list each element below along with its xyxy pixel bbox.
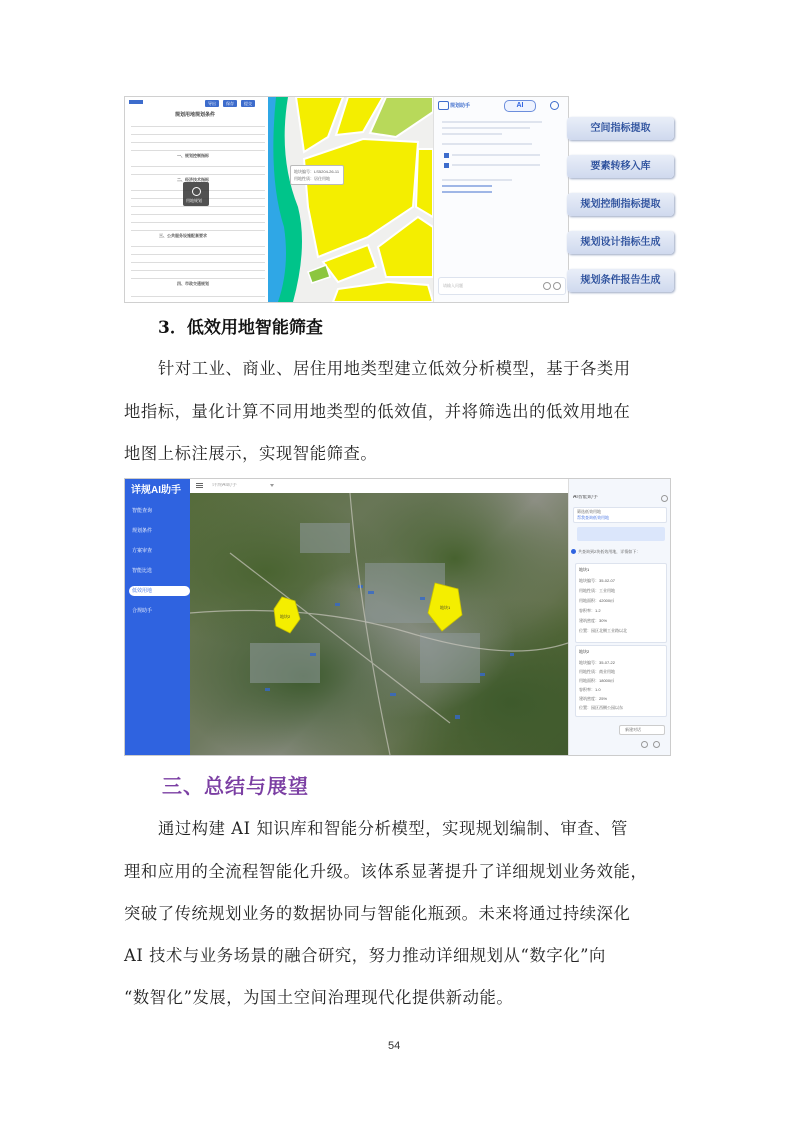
parcel-card-1[interactable] [575,563,667,643]
reply-intro: 共查询到2块低效用地，详情如下： [578,549,641,554]
parcel-name: 地块2 [579,649,590,654]
parcel-name: 地块1 [579,567,590,572]
user-message [573,507,667,523]
form-title: 规划用地规划条件 [175,112,216,118]
parcel-field: 建筑密度：30% [579,618,608,623]
assistant-title: 规划助手 [450,103,471,109]
feature-buttons [567,112,675,302]
parcel-field: 用地性质：工业用地 [579,588,615,593]
parcel-field: 容积率：1.2 [579,608,601,613]
user-bubble [577,527,665,541]
feature-transfer-button[interactable]: 要素转移入库 [567,155,674,178]
message-line [442,127,530,129]
map-label-parcel-1[interactable]: 地块1 [440,605,451,610]
paragraph-line: 通过构建 AI 知识库和智能分析模型，实现规划编制、审查、管 [158,819,628,838]
nav-item[interactable]: 方案审查 [132,548,153,554]
condition-report-generate-button[interactable]: 规划条件报告生成 [567,269,674,292]
nav-item[interactable]: 合规助手 [132,608,153,614]
menu-icon[interactable] [196,483,203,484]
spatial-indicator-extract-button[interactable]: 空间指标提取 [567,117,674,140]
nav-item[interactable]: 智能查询 [132,508,153,514]
planning-conditions-form [125,97,269,302]
tooltip-line-1: 地块编号：LS5204-26-11 [294,169,340,174]
parcel-field: 地块编号：35-07-22 [579,660,616,665]
page-number: 54 [388,1040,401,1052]
chat-input[interactable] [438,277,566,295]
form-section-4: 四、市政交通规划 [177,281,209,286]
link-line[interactable] [442,191,492,193]
chat-input-placeholder: 请输入问题 [443,283,463,288]
ai-assistant-panel [568,479,671,755]
planning-assistant-panel [433,97,569,302]
table-row [452,154,540,156]
top-select[interactable]: 详规AI助手 [212,483,237,488]
parcel-field: 用地面积：18000㎡ [579,678,615,683]
figure-planning-conditions-screenshot [124,96,569,303]
parcel-field: 地块编号：35-02-07 [579,578,616,583]
parcel-field: 容积率：1.0 [579,687,601,692]
paragraph-line: “数智化”发展，为国土空间治理现代化提供新动能。 [124,988,514,1007]
table-row [452,164,540,166]
form-section-1: 一、规划控制指标 [177,153,209,158]
parcel-field: 用地面积：42000㎡ [579,598,615,603]
parcel-field: 位置：园区北侧工业路以北 [579,628,627,633]
gear-icon [192,187,201,196]
checkbox-icon[interactable] [444,153,449,158]
form-section-2: 二、经济技术指标 [177,177,209,182]
tooltip-line-2: 用地性质：居住用地 [294,176,330,181]
satellite-map[interactable] [190,493,568,755]
save-button[interactable]: 保存 [223,100,237,107]
parcel-card-2[interactable] [575,645,667,717]
paragraph-line: 突破了传统规划业务的数据协同与智能化瓶颈。未来将通过持续深化 [124,904,631,923]
new-chat-button[interactable] [619,725,665,735]
app-sidebar [125,479,190,755]
user-message-text: 帮我查询低效用地 [577,515,609,520]
land-use-map[interactable] [268,97,433,302]
parcel-field: 建筑密度：25% [579,696,608,701]
message-line [442,121,542,123]
parcel-tooltip [290,165,344,185]
chevron-down-icon[interactable] [270,484,274,487]
export-button[interactable]: 导出 [205,100,219,107]
send-icon[interactable] [553,282,561,290]
message-line [442,133,502,135]
nav-item[interactable]: 规划条件 [132,528,153,534]
paragraph-line: 理和应用的全流程智能化升级。该体系显著提升了详细规划业务效能， [124,862,648,881]
message-line [442,143,532,145]
paragraph-line: AI 技术与业务场景的融合研究，努力推动详细规划从“数字化”向 [124,946,606,965]
send-icon[interactable] [653,741,660,748]
paragraph-line: 针对工业、商业、居住用地类型建立低效分析模型，基于各类用 [158,359,631,378]
nav-item[interactable]: 智能比选 [132,568,153,574]
message-line [442,179,512,181]
form-logo [129,100,143,104]
figure-ai-assistant-screenshot [124,478,671,756]
new-chat-label: 新建对话 [625,727,641,732]
add-icon[interactable] [543,282,551,290]
satellite-map-drawing [190,493,568,755]
control-indicator-extract-button[interactable]: 规划控制指标提取 [567,193,674,216]
parcel-field: 用地性质：商业用地 [579,669,615,674]
parcel-field: 位置：园区西侧公园以东 [579,705,623,710]
assistant-avatar [571,549,576,554]
paragraph-line: 地指标，量化计算不同用地类型的低效值，并将筛选出的低效用地在 [124,402,631,421]
assistant-icon [438,101,449,110]
link-line[interactable] [442,185,492,187]
paragraph-line: 地图上标注展示，实现智能筛查。 [124,444,378,463]
settings-icon[interactable] [550,101,559,110]
land-use-map-drawing [268,97,433,302]
section-heading-low-efficiency: 3．低效用地智能筛查 [158,318,323,338]
form-section-3: 三、公共服务设施配套要求 [159,233,207,238]
app-title: 详规AI助手 [131,485,181,496]
design-indicator-generate-button[interactable]: 规划设计指标生成 [567,231,674,254]
user-message-text: 筛选低效用地 [577,509,601,514]
ai-badge: AI [504,100,536,112]
info-icon[interactable] [661,495,668,502]
nav-item[interactable]: 低效用地 [129,586,190,596]
map-label-parcel-2[interactable]: 地块2 [280,614,291,619]
checkbox-icon[interactable] [444,163,449,168]
submit-button[interactable]: 提交 [241,100,255,107]
section-heading-summary: 三、总结与展望 [162,774,309,798]
top-bar [190,479,568,494]
add-icon[interactable] [641,741,648,748]
popup-label: 用地规划 [186,198,202,203]
chat-title: AI智能助手 [573,495,598,500]
map-popup[interactable] [183,182,209,206]
